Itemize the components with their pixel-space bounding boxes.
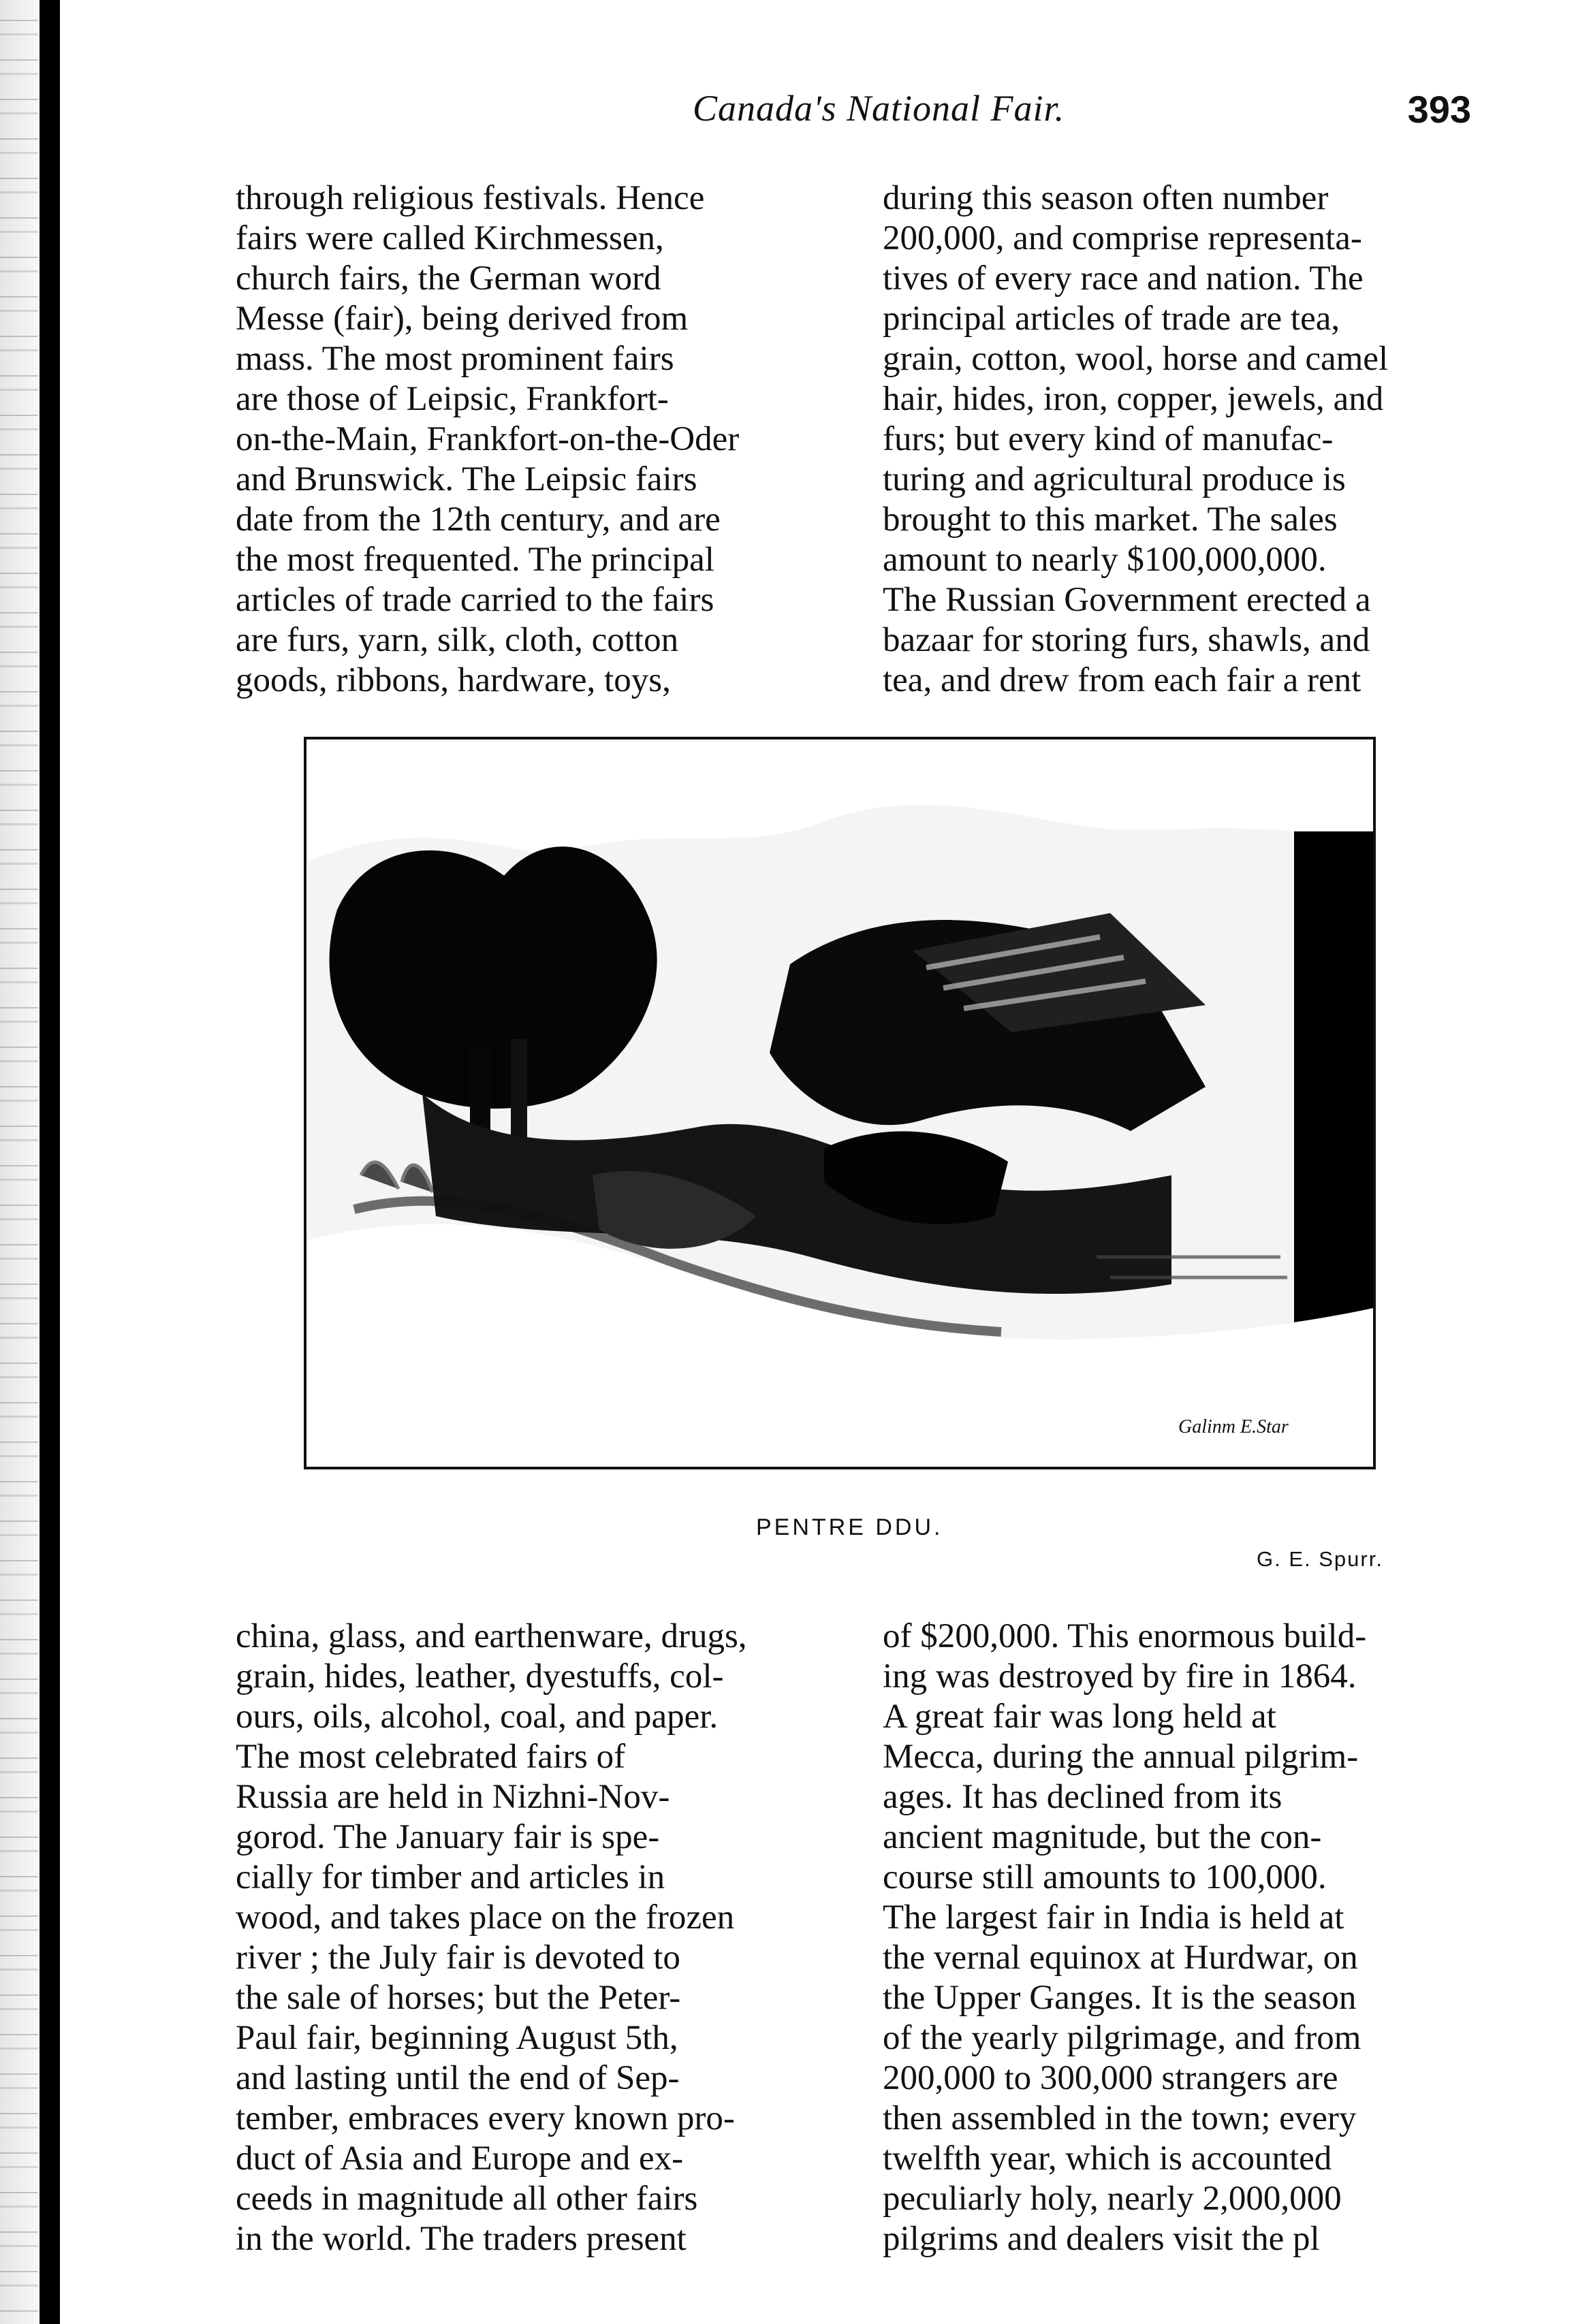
text-line: 200,000 to 300,000 strangers are	[883, 2059, 1338, 2097]
bottom-left-column	[236, 1617, 846, 2259]
text-line: gorod. The January fair is spe-	[236, 1818, 660, 1856]
text-line: The Russian Government erected a	[883, 581, 1371, 619]
text-line: furs; but every kind of manufac-	[883, 420, 1334, 458]
text-line: on-the-Main, Frankfort-on-the-Oder	[236, 420, 740, 458]
text-line: ours, oils, alcohol, coal, and paper.	[236, 1698, 719, 1736]
text-line: of $200,000. This enormous build-	[883, 1617, 1367, 1655]
text-line: Messe (fair), being derived from	[236, 300, 689, 338]
top-right-column	[883, 178, 1486, 701]
text-line: Paul fair, beginning August 5th,	[236, 2019, 678, 2057]
page-number: 393	[1407, 88, 1471, 131]
text-line: the most frequented. The principal	[236, 541, 714, 579]
text-line: of the yearly pilgrimage, and from	[883, 2019, 1361, 2057]
text-line: brought to this market. The sales	[883, 500, 1338, 539]
text-line: wood, and takes place on the frozen	[236, 1898, 735, 1937]
text-line: fairs were called Kirchmessen,	[236, 219, 664, 257]
text-line: twelfth year, which is accounted	[883, 2139, 1332, 2178]
pentre-ddu-illustration	[304, 737, 1376, 1469]
text-line: goods, ribbons, hardware, toys,	[236, 661, 671, 699]
text-line: articles of trade carried to the fairs	[236, 581, 714, 619]
text-line: hair, hides, iron, copper, jewels, and	[883, 380, 1384, 418]
figure-caption: PENTRE DDU.	[756, 1514, 943, 1540]
text-line: 200,000, and comprise representa-	[883, 219, 1362, 257]
text-line: the sale of horses; but the Peter-	[236, 1979, 681, 2017]
text-line: date from the 12th century, and are	[236, 500, 721, 539]
text-line: tember, embraces every known pro-	[236, 2099, 735, 2137]
text-line: The most celebrated fairs of	[236, 1738, 626, 1776]
text-line: peculiarly holy, nearly 2,000,000	[883, 2180, 1342, 2218]
text-line: then assembled in the town; every	[883, 2099, 1357, 2137]
text-line: are furs, yarn, silk, cloth, cotton	[236, 621, 679, 659]
text-line: pilgrims and dealers visit the pl	[883, 2220, 1320, 2258]
text-line: through religious festivals. Hence	[236, 179, 705, 217]
text-line: A great fair was long held at	[883, 1698, 1276, 1736]
text-line: Mecca, during the annual pilgrim-	[883, 1738, 1359, 1776]
engraver-signature: Galinm E.Star	[1178, 1416, 1289, 1437]
text-line: grain, cotton, wool, horse and camel	[883, 340, 1389, 378]
text-line: The largest fair in India is held at	[883, 1898, 1344, 1937]
text-line: and lasting until the end of Sep-	[236, 2059, 680, 2097]
text-line: in the world. The traders present	[236, 2220, 687, 2258]
top-left-column	[236, 178, 846, 701]
text-line: ancient magnitude, but the con-	[883, 1818, 1322, 1856]
bottom-right-column	[883, 1617, 1486, 2259]
page-header	[232, 87, 1471, 142]
text-line: bazaar for storing furs, shawls, and	[883, 621, 1370, 659]
text-line: Russia are held in Nizhni-Nov-	[236, 1778, 670, 1816]
text-line: and Brunswick. The Leipsic fairs	[236, 460, 697, 498]
text-line: river ; the July fair is devoted to	[236, 1939, 680, 1977]
text-line: the Upper Ganges. It is the season	[883, 1979, 1357, 2017]
text-line: the vernal equinox at Hurdwar, on	[883, 1939, 1358, 1977]
text-line: course still amounts to 100,000.	[883, 1858, 1327, 1896]
text-line: ing was destroyed by fire in 1864.	[883, 1657, 1357, 1696]
running-title: Canada's National Fair.	[692, 88, 1065, 129]
text-line: mass. The most prominent fairs	[236, 340, 674, 378]
text-line: cially for timber and articles in	[236, 1858, 665, 1896]
landscape-engraving	[306, 739, 1373, 1467]
text-line: ceeds in magnitude all other fairs	[236, 2180, 698, 2218]
text-line: grain, hides, leather, dyestuffs, col-	[236, 1657, 724, 1696]
text-line: church fairs, the German word	[236, 259, 661, 298]
text-line: turing and agricultural produce is	[883, 460, 1346, 498]
text-line: ages. It has declined from its	[883, 1778, 1282, 1816]
text-line: during this season often number	[883, 179, 1329, 217]
page-binding-edge	[40, 0, 60, 2324]
text-line: are those of Leipsic, Frankfort-	[236, 380, 669, 418]
text-line: tea, and drew from each fair a rent	[883, 661, 1361, 699]
text-line: amount to nearly $100,000,000.	[883, 541, 1327, 579]
page-binding-texture	[0, 0, 38, 2324]
text-line: china, glass, and earthenware, drugs,	[236, 1617, 747, 1655]
text-line: principal articles of trade are tea,	[883, 300, 1340, 338]
text-line: duct of Asia and Europe and ex-	[236, 2139, 684, 2178]
figure-credit: G. E. Spurr.	[1257, 1547, 1383, 1571]
text-line: tives of every race and nation. The	[883, 259, 1364, 298]
